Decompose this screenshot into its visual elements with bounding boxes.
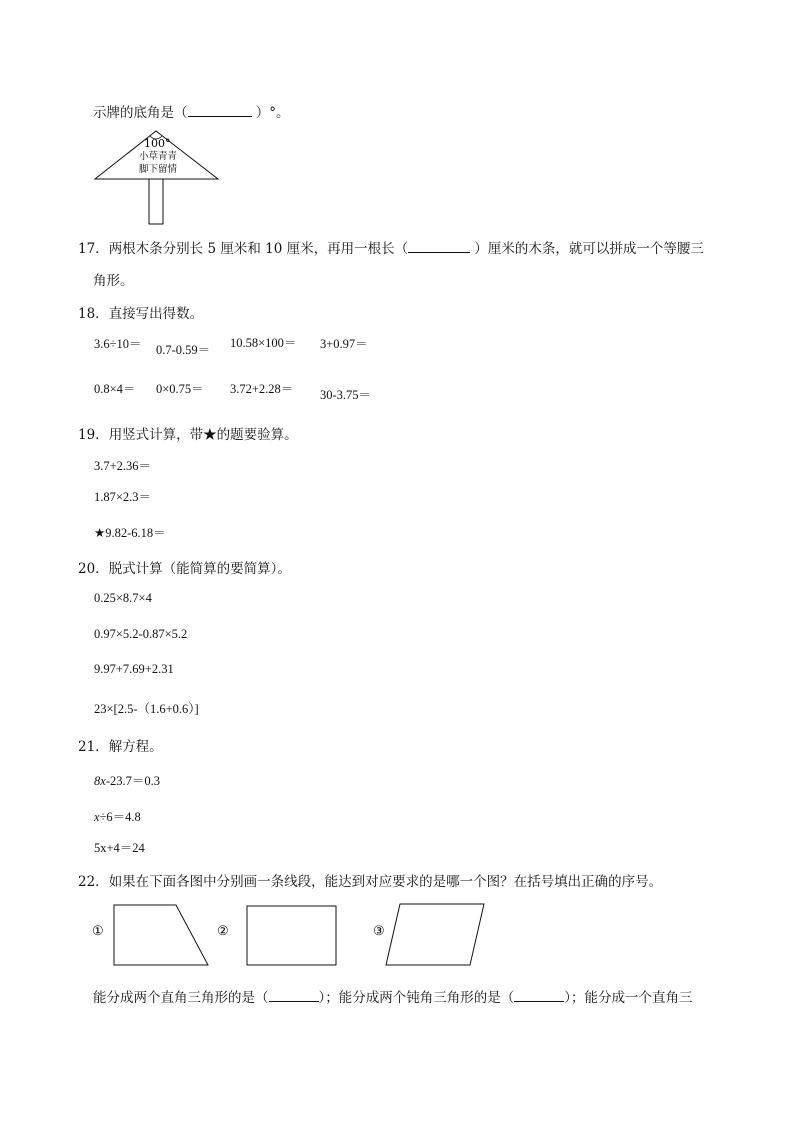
sign-text-line2: 脚下留情 xyxy=(139,164,178,175)
q20-item-2: 0.97×5.2-0.87×5.2 xyxy=(94,627,188,641)
q18-heading xyxy=(78,302,203,322)
q20-title: 脱式计算（能简算的要简算）。 xyxy=(108,561,291,577)
q19-heading xyxy=(78,423,298,443)
q20-item-1: 0.25×8.7×4 xyxy=(94,591,152,605)
q21-equation-3 xyxy=(94,838,145,856)
figure-2-rectangle xyxy=(247,906,336,965)
q21-number: 21． xyxy=(78,739,109,755)
figure-label-1: ① xyxy=(92,924,104,939)
q18-r1-c3: 10.58×100＝ xyxy=(230,336,297,350)
q21-eq2-rest: ÷6＝4.8 xyxy=(99,810,141,824)
q18-r2-c4: 30-3.75＝ xyxy=(320,388,372,402)
q19-title: 用竖式计算，带★的题要验算。 xyxy=(108,427,298,443)
q17-line2: 角形。 xyxy=(93,273,134,289)
q22-ans-part3: ）；能分成一个直角三 xyxy=(564,990,693,1006)
q17-answer-blank[interactable] xyxy=(408,239,470,253)
q19-number: 19． xyxy=(78,427,109,443)
q22-title: 如果在下面各图中分别画一条线段，能达到对应要求的是哪一个图？在括号填出正确的序号。 xyxy=(108,874,663,890)
q22-answer-line xyxy=(93,986,693,1006)
q21-eq1-rest: -23.7＝0.3 xyxy=(105,774,160,788)
q22-number: 22． xyxy=(78,874,109,890)
q21-eq2-var: x xyxy=(94,810,100,824)
q16-suffix: ）°。 xyxy=(255,105,290,121)
figure-label-3: ③ xyxy=(373,924,385,939)
q22-blank-2[interactable] xyxy=(514,988,564,1002)
q19-item-3: ★9.82-6.18＝ xyxy=(94,526,166,540)
q17-number: 17． xyxy=(78,241,109,257)
figure-label-2: ② xyxy=(217,924,229,939)
sign-angle-label: 100° xyxy=(144,137,171,150)
q18-r2-c1: 0.8×4＝ xyxy=(94,382,136,396)
q18-title: 直接写出得数。 xyxy=(108,306,204,322)
q20-number: 20． xyxy=(78,561,109,577)
sign-post xyxy=(149,179,163,224)
figure-3-parallelogram xyxy=(386,904,484,965)
q18-r1-c2: 0.7-0.59＝ xyxy=(156,343,211,357)
q22-blank-1[interactable] xyxy=(269,988,319,1002)
q21-heading xyxy=(78,735,163,755)
q19-item-2: 1.87×2.3＝ xyxy=(94,490,152,504)
q17-line1 xyxy=(78,237,704,257)
q18-r1-c1: 3.6÷10＝ xyxy=(94,337,142,351)
q18-r2-c2: 0×0.75＝ xyxy=(156,382,204,396)
sign-text-line1: 小草青青 xyxy=(139,151,178,162)
q21-eq3-rest: +4＝24 xyxy=(106,841,145,855)
q21-equation-2 xyxy=(94,807,141,825)
q16-answer-blank[interactable] xyxy=(188,103,252,117)
q21-equation-1 xyxy=(94,771,160,789)
q18-number: 18． xyxy=(78,306,109,322)
q20-item-3: 9.97+7.69+2.31 xyxy=(94,662,174,676)
figure-1-trapezoid xyxy=(114,905,208,965)
q18-r1-c4: 3+0.97＝ xyxy=(320,337,368,351)
q22-ans-part1: 能分成两个直角三角形的是（ xyxy=(93,990,269,1006)
q18-r2-c3: 3.72+2.28＝ xyxy=(230,382,294,396)
q19-item-1: 3.7+2.36＝ xyxy=(94,459,152,473)
q16-line xyxy=(93,101,290,121)
q17-text-part1: 两根木条分别长 5 厘米和 10 厘米，再用一根长（ xyxy=(108,241,409,257)
q20-item-4: 23×[2.5-（1.6+0.6）] xyxy=(94,702,199,716)
q20-heading xyxy=(78,557,291,577)
q16-prefix: 示牌的底角是（ xyxy=(93,105,188,121)
q17-text-part2: ）厘米的木条，就可以拼成一个等腰三 xyxy=(474,241,704,257)
sign-figure xyxy=(92,128,222,226)
q22-ans-part2: ）；能分成两个钝角三角形的是（ xyxy=(318,990,515,1006)
q22-figures xyxy=(88,900,498,970)
q22-heading xyxy=(78,870,662,890)
q21-eq3-var: 5x xyxy=(94,841,107,855)
q21-title: 解方程。 xyxy=(108,739,163,755)
q21-eq1-var: 8x xyxy=(94,774,106,788)
